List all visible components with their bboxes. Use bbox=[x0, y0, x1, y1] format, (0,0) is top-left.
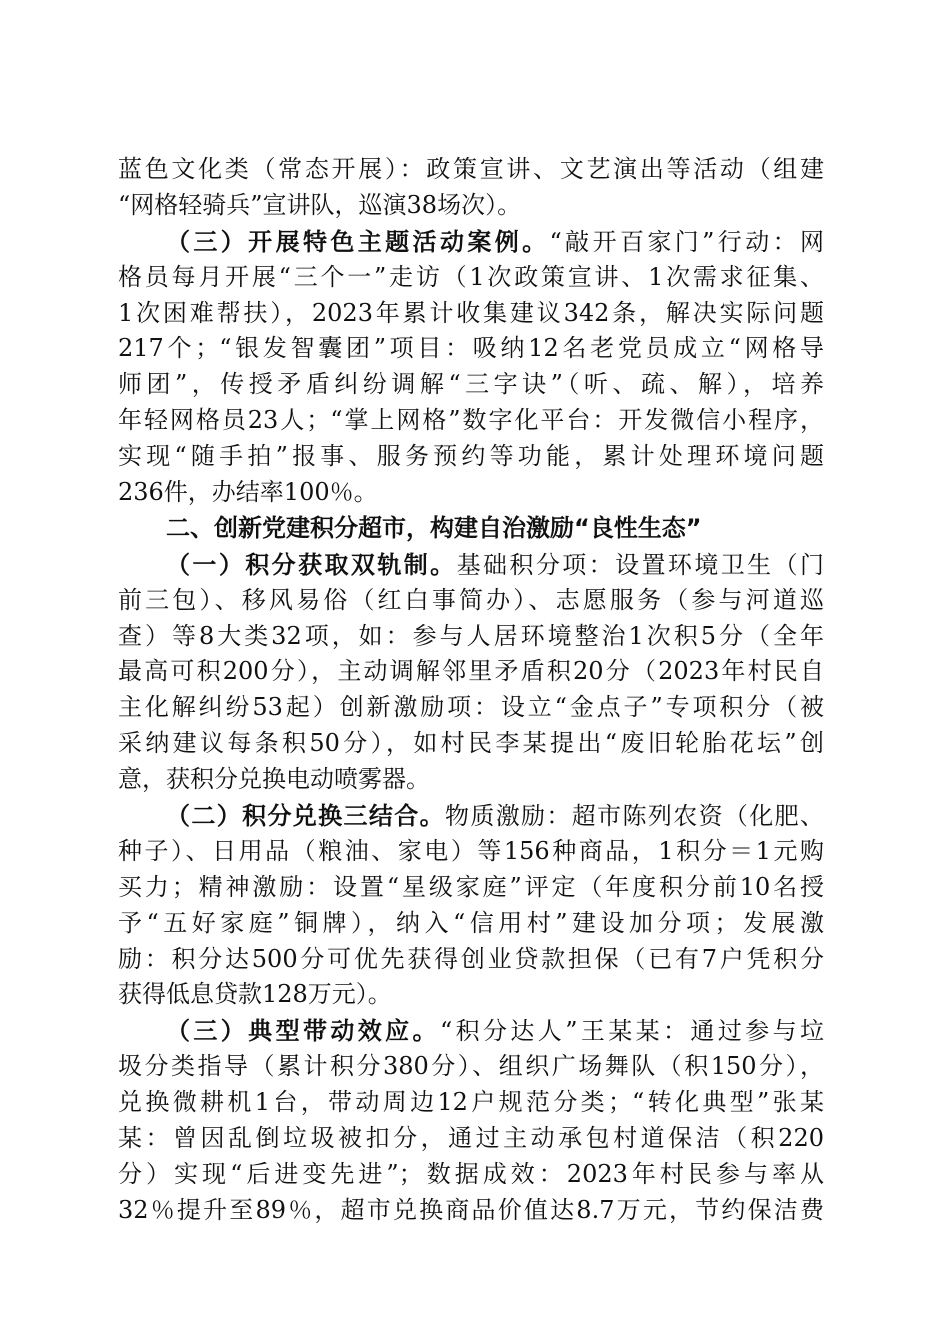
text-line bbox=[118, 1085, 824, 1121]
line-text: 32％提升至89％，超市兑换商品价值达8.7万元，节约保洁费 bbox=[118, 1195, 824, 1224]
line-text: 查）等8大类32项，如：参与人居环境整治1次积5分（全年 bbox=[118, 621, 824, 650]
text-line bbox=[118, 367, 824, 403]
line-text: 蓝色文化类（常态开展）：政策宣讲、文艺演出等活动（组建 bbox=[118, 155, 824, 183]
text-line bbox=[118, 260, 824, 296]
line-text: 236件，办结率100％。 bbox=[118, 478, 378, 507]
paragraph bbox=[118, 798, 824, 1013]
line-text: 买力；精神激励：设置“星级家庭”评定（年度积分前10名授 bbox=[118, 872, 824, 901]
text-line bbox=[118, 188, 824, 224]
text-line bbox=[118, 977, 824, 1013]
line-text: 某：曾因乱倒垃圾被扣分，通过主动承包村道保洁（积220 bbox=[118, 1124, 824, 1153]
line-text: 励：积分达500分可优先获得创业贷款担保（已有7户凭积分 bbox=[118, 944, 824, 973]
text-line bbox=[118, 1157, 824, 1193]
line-text: 二、创新党建积分超市，构建自治激励“良性生态” bbox=[166, 513, 702, 542]
text-line bbox=[118, 475, 824, 511]
line-text: 主化解纠纷53起）创新激励项：设立“金点子”专项积分（被 bbox=[118, 693, 824, 722]
paragraph-lead-title: （一）积分获取双轨制。 bbox=[166, 549, 457, 579]
line-text: 圾分类指导（累计积分380分）、组织广场舞队（积150分）， bbox=[118, 1052, 824, 1081]
text-line bbox=[118, 439, 824, 475]
document-page bbox=[118, 152, 824, 1229]
line-text: 分）实现“后进变先进”；数据成效：2023年村民参与率从 bbox=[118, 1159, 824, 1188]
text-line bbox=[118, 296, 824, 332]
paragraph bbox=[118, 547, 824, 798]
text-line bbox=[118, 1013, 824, 1049]
paragraph-lead-title: （二）积分兑换三结合。 bbox=[166, 801, 445, 831]
text-line bbox=[118, 834, 824, 870]
line-text: 217个；“银发智囊团”项目：吸纳12名老党员成立“网格导 bbox=[118, 334, 824, 363]
line-text: 年轻网格员23人；“掌上网格”数字化平台：开发微信小程序， bbox=[118, 406, 824, 435]
text-line bbox=[118, 224, 824, 260]
line-text: 兑换微耕机1台，带动周边12户规范分类；“转化典型”张某 bbox=[118, 1088, 824, 1117]
text-line bbox=[118, 726, 824, 762]
paragraph bbox=[118, 224, 824, 511]
line-text: 采纳建议每条积50分），如村民李某提出“废旧轮胎花坛”创 bbox=[118, 729, 824, 758]
text-line bbox=[118, 403, 824, 439]
text-line bbox=[118, 1121, 824, 1157]
line-text: 物质激励：超市陈列农资（化肥、 bbox=[444, 802, 825, 831]
text-line bbox=[118, 942, 824, 978]
text-line bbox=[118, 798, 824, 834]
text-line bbox=[118, 690, 824, 726]
line-text: 获得低息贷款128万元）。 bbox=[118, 980, 392, 1009]
line-text: 最高可积200分），主动调解邻里矛盾积20分（2023年村民自 bbox=[118, 657, 824, 686]
paragraph bbox=[118, 1013, 824, 1228]
line-text: 师团”，传授矛盾纠纷调解“三字诀”（听、疏、解），培养 bbox=[118, 370, 824, 399]
text-line bbox=[118, 583, 824, 619]
line-text: 前三包）、移风易俗（红白事简办）、志愿服务（参与河道巡 bbox=[118, 585, 824, 614]
paragraph-lead-title: （三）典型带动效应。 bbox=[166, 1016, 440, 1046]
text-line bbox=[118, 906, 824, 942]
text-line bbox=[118, 547, 824, 583]
text-line bbox=[118, 331, 824, 367]
paragraph bbox=[118, 152, 824, 224]
paragraph-lead-title: （三）开展特色主题活动案例。 bbox=[166, 226, 550, 256]
line-text: 实现“随手拍”报事、服务预约等功能，累计处理环境问题 bbox=[118, 442, 824, 471]
text-line bbox=[118, 762, 824, 798]
line-text: 种子）、日用品（粮油、家电）等156种商品，1积分＝1元购 bbox=[118, 836, 824, 865]
line-text: 1次困难帮扶），2023年累计收集建议342条，解决实际问题 bbox=[118, 298, 824, 327]
text-line bbox=[118, 654, 824, 690]
text-line bbox=[118, 1049, 824, 1085]
line-text: 意，获积分兑换电动喷雾器。 bbox=[118, 765, 430, 794]
line-text: 基础积分项：设置环境卫生（门 bbox=[456, 550, 825, 579]
text-line bbox=[118, 870, 824, 906]
line-text: “网格轻骑兵”宣讲队，巡演38场次）。 bbox=[118, 190, 522, 219]
line-text: 予“五好家庭”铜牌），纳入“信用村”建设加分项；发展激 bbox=[118, 908, 824, 937]
line-text: “敲开百家门”行动：网 bbox=[549, 227, 824, 256]
text-line bbox=[118, 619, 824, 655]
line-text: “积分达人”王某某：通过参与垃 bbox=[439, 1017, 825, 1046]
section-heading bbox=[118, 511, 824, 547]
line-text: 格员每月开展“三个一”走访（1次政策宣讲、1次需求征集、 bbox=[118, 262, 824, 291]
text-line bbox=[118, 1193, 824, 1229]
text-line bbox=[118, 152, 824, 188]
text-line bbox=[118, 511, 824, 547]
